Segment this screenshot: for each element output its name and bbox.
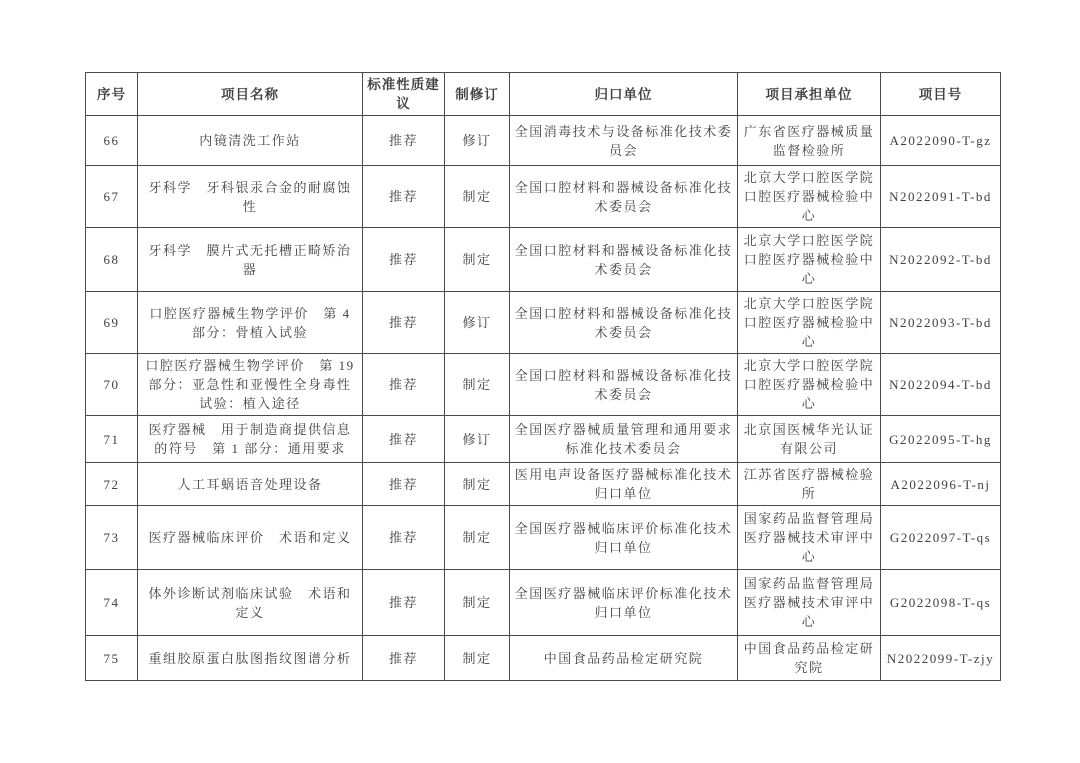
cell-nature: 推荐 — [363, 506, 445, 570]
standards-project-table — [85, 72, 1001, 681]
cell-revise: 制定 — [445, 570, 510, 636]
cell-code: A2022090-T-gz — [881, 116, 1001, 166]
cell-no: 68 — [86, 228, 138, 292]
cell-nature: 推荐 — [363, 463, 445, 506]
cell-unit: 医用电声设备医疗器械标准化技术归口单位 — [510, 463, 738, 506]
cell-name: 牙科学 膜片式无托槽正畸矫治器 — [138, 228, 363, 292]
cell-undertaker: 国家药品监督管理局医疗器械技术审评中心 — [738, 506, 881, 570]
table-body — [86, 116, 1001, 681]
cell-code: N2022091-T-bd — [881, 166, 1001, 228]
cell-nature: 推荐 — [363, 354, 445, 416]
cell-revise: 制定 — [445, 166, 510, 228]
cell-revise: 制定 — [445, 228, 510, 292]
table-row — [86, 463, 1001, 506]
header-standard-nature: 标准性质建议 — [363, 73, 445, 116]
table-row — [86, 292, 1001, 354]
cell-undertaker: 北京大学口腔医学院口腔医疗器械检验中心 — [738, 166, 881, 228]
cell-undertaker: 北京大学口腔医学院口腔医疗器械检验中心 — [738, 292, 881, 354]
cell-undertaker: 国家药品监督管理局医疗器械技术审评中心 — [738, 570, 881, 636]
header-revise-type: 制修订 — [445, 73, 510, 116]
standards-project-table-wrap — [85, 72, 1000, 681]
cell-unit: 全国医疗器械临床评价标准化技术归口单位 — [510, 506, 738, 570]
cell-name: 内镜清洗工作站 — [138, 116, 363, 166]
table-row — [86, 416, 1001, 463]
cell-unit: 全国口腔材料和器械设备标准化技术委员会 — [510, 166, 738, 228]
cell-code: N2022094-T-bd — [881, 354, 1001, 416]
cell-no: 66 — [86, 116, 138, 166]
cell-unit: 中国食品药品检定研究院 — [510, 636, 738, 681]
cell-no: 74 — [86, 570, 138, 636]
cell-revise: 修订 — [445, 116, 510, 166]
cell-revise: 修订 — [445, 292, 510, 354]
cell-no: 70 — [86, 354, 138, 416]
cell-revise: 制定 — [445, 506, 510, 570]
table-row — [86, 354, 1001, 416]
cell-name: 牙科学 牙科银汞合金的耐腐蚀性 — [138, 166, 363, 228]
header-undertaking-unit: 项目承担单位 — [738, 73, 881, 116]
cell-code: N2022093-T-bd — [881, 292, 1001, 354]
cell-no: 75 — [86, 636, 138, 681]
cell-nature: 推荐 — [363, 292, 445, 354]
cell-code: N2022099-T-zjy — [881, 636, 1001, 681]
header-responsible-unit: 归口单位 — [510, 73, 738, 116]
cell-name: 口腔医疗器械生物学评价 第 19 部分：亚急性和亚慢性全身毒性试验：植入途径 — [138, 354, 363, 416]
cell-revise: 制定 — [445, 354, 510, 416]
cell-unit: 全国医疗器械临床评价标准化技术归口单位 — [510, 570, 738, 636]
cell-name: 口腔医疗器械生物学评价 第 4 部分：骨植入试验 — [138, 292, 363, 354]
cell-no: 72 — [86, 463, 138, 506]
table-header — [86, 73, 1001, 116]
table-row — [86, 570, 1001, 636]
cell-nature: 推荐 — [363, 228, 445, 292]
cell-unit: 全国消毒技术与设备标准化技术委员会 — [510, 116, 738, 166]
header-project-name: 项目名称 — [138, 73, 363, 116]
table-row — [86, 228, 1001, 292]
cell-unit: 全国口腔材料和器械设备标准化技术委员会 — [510, 354, 738, 416]
cell-no: 69 — [86, 292, 138, 354]
cell-no: 73 — [86, 506, 138, 570]
cell-nature: 推荐 — [363, 416, 445, 463]
cell-no: 71 — [86, 416, 138, 463]
cell-undertaker: 广东省医疗器械质量监督检验所 — [738, 116, 881, 166]
cell-revise: 制定 — [445, 636, 510, 681]
cell-unit: 全国医疗器械质量管理和通用要求标准化技术委员会 — [510, 416, 738, 463]
cell-unit: 全国口腔材料和器械设备标准化技术委员会 — [510, 228, 738, 292]
cell-undertaker: 北京国医械华光认证有限公司 — [738, 416, 881, 463]
cell-name: 重组胶原蛋白肽图指纹图谱分析 — [138, 636, 363, 681]
header-project-code: 项目号 — [881, 73, 1001, 116]
cell-undertaker: 北京大学口腔医学院口腔医疗器械检验中心 — [738, 354, 881, 416]
cell-revise: 制定 — [445, 463, 510, 506]
cell-name: 医疗器械 用于制造商提供信息的符号 第 1 部分：通用要求 — [138, 416, 363, 463]
cell-name: 人工耳蜗语音处理设备 — [138, 463, 363, 506]
cell-code: G2022097-T-qs — [881, 506, 1001, 570]
table-row — [86, 116, 1001, 166]
cell-name: 体外诊断试剂临床试验 术语和定义 — [138, 570, 363, 636]
cell-unit: 全国口腔材料和器械设备标准化技术委员会 — [510, 292, 738, 354]
cell-nature: 推荐 — [363, 116, 445, 166]
cell-code: G2022098-T-qs — [881, 570, 1001, 636]
cell-nature: 推荐 — [363, 166, 445, 228]
header-serial-number: 序号 — [86, 73, 138, 116]
cell-undertaker: 北京大学口腔医学院口腔医疗器械检验中心 — [738, 228, 881, 292]
table-row — [86, 636, 1001, 681]
cell-undertaker: 中国食品药品检定研究院 — [738, 636, 881, 681]
cell-code: A2022096-T-nj — [881, 463, 1001, 506]
table-row — [86, 166, 1001, 228]
cell-no: 67 — [86, 166, 138, 228]
cell-code: G2022095-T-hg — [881, 416, 1001, 463]
cell-name: 医疗器械临床评价 术语和定义 — [138, 506, 363, 570]
cell-revise: 修订 — [445, 416, 510, 463]
cell-undertaker: 江苏省医疗器械检验所 — [738, 463, 881, 506]
table-header-row — [86, 73, 1001, 116]
cell-code: N2022092-T-bd — [881, 228, 1001, 292]
table-row — [86, 506, 1001, 570]
cell-nature: 推荐 — [363, 570, 445, 636]
cell-nature: 推荐 — [363, 636, 445, 681]
